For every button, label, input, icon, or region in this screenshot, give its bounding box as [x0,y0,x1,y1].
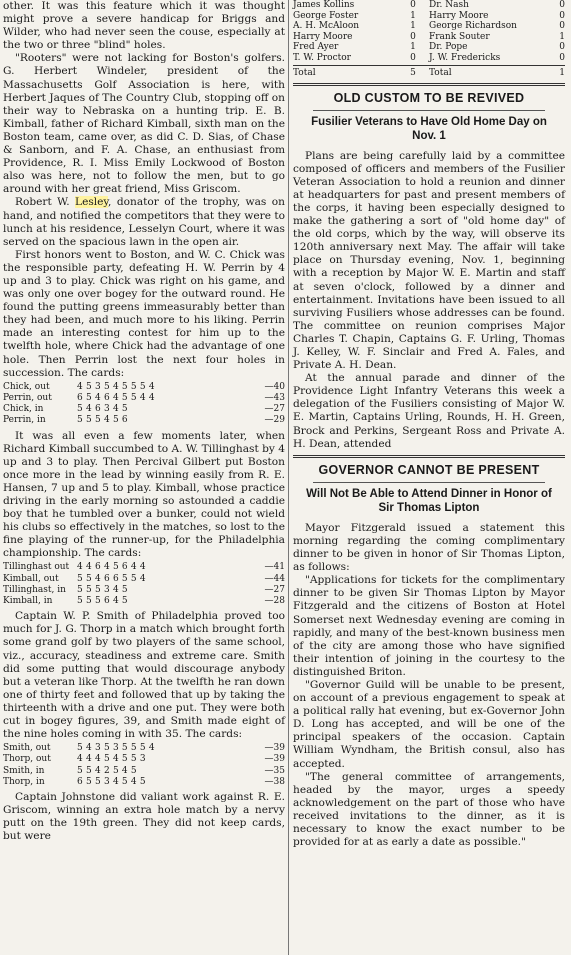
roster-rows [293,0,565,63]
score-row [3,382,285,393]
hole-scores: 5 5 4 6 6 5 5 4 [77,573,146,584]
roster-row [293,42,565,53]
subheadline-lipton-dinner: Will Not Be Able to Attend Dinner in Honor of Sir Thomas Lipton [306,487,552,515]
score-row [3,777,285,788]
roster-row [293,0,565,11]
round-total: —27 [264,584,285,595]
right-column [293,0,565,849]
paragraph: Captain W. P. Smith of Philadelphia proved too much for J. G. Thorp in a match which brought forth some grand golf by two players of the same school, viz., accuracy, steadiness and extreme care. Smith did some putting that would discourage anybody but a veteran like Thorp. At the twelfth he ran down one of thirty feet and followed that up by taking the thirteenth with a drive and one put. They were both cut in bogey figures, 39, and Smith made eight of the nine holes coming in with 35. The cards: [3,610,285,741]
section-rule [293,455,565,458]
hole-scores: 6 5 4 6 4 5 5 4 4 [77,392,155,403]
score-row [3,404,285,415]
round-total: —39 [264,743,285,754]
player-left: Fred Ayer [293,42,339,52]
roster-total-row [293,65,565,79]
round-total: —41 [264,562,285,573]
hole-scores: 5 5 4 2 5 4 5 [77,765,137,776]
player-name: Perrin, in [3,415,46,426]
roster-row [293,53,565,64]
round-total: —38 [264,776,285,787]
player-right: Dr. Pope [429,42,468,52]
column-divider [288,0,289,955]
headline-rule [313,110,545,111]
hole-scores: 5 4 3 5 3 5 5 5 4 [77,743,155,754]
paragraph: "The general committee of arrangements, headed by the mayor, urges a speedy acknowledgement on the part of those who have received invitations to the dinner, as it is necessary to know the exact number to be provided for at as early a date as possible." [293,770,565,849]
player-left: A. H. McAloon [293,21,360,31]
hole-scores: 6 5 5 3 4 5 4 5 [77,776,146,787]
score-card-chick-perrin [3,382,285,427]
round-total: —43 [264,392,285,403]
player-name: Chick, out [3,381,50,392]
player-name: Thorp, out [3,754,51,765]
score-card-tillinghast-kimball [3,562,285,607]
paragraph: other. It was this feature which it was thought might prove a severe handicap for Briggs and Wilder, who had never seen the couse, especially at the two or three "blind" holes. [3,0,285,52]
score-row [3,766,285,777]
roster-total-left-value: 5 [410,68,416,78]
paragraph: "Applications for tickets for the complimentary dinner to be given Sir Thomas Lipton by Mayor Fitzgerald and the citizens of Boston at Hotel Somerset next Wednesday evening are coming in rapidly, and many of the best-known business men of the city are among those who have signified their intention of joining in the courtesy to the distinguished Briton. [293,574,565,678]
score-left: 1 [410,21,416,31]
player-name: Smith, in [3,765,45,776]
player-left: George Foster [293,10,359,21]
player-name: Tillinghast out [3,562,70,573]
score-left: 0 [410,52,416,63]
score-card-smith-thorp [3,743,285,788]
paragraph: First honors went to Boston, and W. C. Chick was the responsible party, defeating H. W. Perrin by 4 up and 3 to play. Chick was right on his game, and was only one over bogey for the outward round. He found the putting greens immeasurably better than they had been, and much more to his liking. Perrin made an interesting contest for him up to the twelfth hole, where Chick had the advantage of one hole. Then Perrin lost the next four holes in succession. The cards: [3,248,285,379]
player-left: Harry Moore [293,31,353,42]
paragraph [3,196,285,248]
score-right: 0 [559,10,565,21]
paragraph: Plans are being carefully laid by a committee composed of officers and members of the Fusilier Veteran Association to hold a reunion and dinner at headquarters for past and present members of the corps, it having been especially designed to make the gathering a sort of "old home day" of the old corps, which by the way, will observe its 120th anniversary next May. The affair will take place on Thursday evening, Nov. 1, beginning with a reception by Major W. E. Martin and staff at seven o'clock, followed by a dinner and entertainment. Invitations have been issued to all surviving Fusiliers whose addresses can be found. The committee on reunion comprises Major Charles T. Chapin, Captains G. F. Urling, Thomas J. Kelley, W. F. Sinclair and Fred A. Fales, and Private A. H. Dean. [293,149,565,372]
player-right: J. W. Fredericks [429,52,501,63]
round-total: —28 [264,596,285,607]
roster-table [293,0,565,79]
paragraph: "Rooters" were not lacking for Boston's golfers. G. Herbert Windeler, president of the Massachusetts Golf Association is here, with Herbert Jaques of The Country Club, stopping off on their way to Nebraska on a hunting trip. E. B. Kimball, father of Richard Kimball, sixth man on the Boston team, came over, as did C. D. Sias, of Chase & Sanborn, and F. A. Chase, an enthusiast from Providence, R. I. Miss Emily Lockwood of Boston also was here, not to follow the men, but to go around with her great friend, Miss Griscom. [3,52,285,196]
left-column [3,0,285,843]
score-right: 1 [559,31,565,42]
roster-row [293,32,565,43]
player-name: Tillinghast, in [3,584,66,595]
roster-total-left-label: Total [293,68,316,78]
player-name: Perrin, out [3,392,52,403]
headline-rule [313,482,545,483]
hole-scores: 5 5 5 6 4 5 [77,596,128,607]
round-total: —3​9 [264,754,285,765]
section-rule [293,83,565,86]
score-left: 0 [410,0,416,10]
score-row [3,743,285,754]
score-left: 1 [410,10,416,21]
player-right: Harry Moore [429,10,489,21]
paragraph: Captain Johnstone did valiant work against R. E. Griscom, winning an extra hole match by a nervy putt on the 19th green. They did not keep cards, but were [3,791,285,843]
player-name: Thorp, in [3,776,45,787]
player-right: Frank Souter [429,31,490,42]
round-total: —35 [264,765,285,776]
headline-governor: GOVERNOR CANNOT BE PRESENT [318,462,540,477]
text-run: , donator of the trophy, was on hand, and notified the competitors that they were to lunch at his residence, Lesselyn Court, where it was served on the spacious lawn in the open air. [3,196,285,248]
score-row [3,585,285,596]
round-total: —29 [264,415,285,426]
score-right: 0 [559,0,565,10]
hole-scores: 4 5 3 5 4 5 5 5 4 [77,381,155,392]
paragraph: It was all even a few moments later, when Richard Kimball succumbed to A. W. Tillinghast by 4 up and 3 to play. Then Percival Gilbert put Boston once more in the lead by winning easily from R. E. Hansen, 7 up and 5 to play. Kimball, whose practice driving in the early morning so astounded a caddie boy that he tumbled over a bunker, could not wield his clubs so effectively in the matches, so lost to the fine playing of the runner-up, for the Philadelphia championship. The cards: [3,429,285,560]
hole-scores: 5 5 5 3 4 5 [77,584,128,595]
score-row [3,393,285,404]
round-total: —40 [264,381,285,392]
hole-scores: 4 4 4 5 4 5 5 3 [77,754,146,765]
player-right: George Richardson [429,21,517,31]
roster-total-right-label: Total [429,68,452,78]
score-row [3,415,285,426]
round-total: —27 [264,404,285,415]
hole-scores: 5 5 5 4 5 6 [77,415,128,426]
player-name: Smith, out [3,743,51,754]
score-row [3,562,285,573]
roster-total-right-value: 1 [559,68,565,78]
score-row [3,596,285,607]
paragraph: Mayor Fitzgerald issued a statement this morning regarding the coming complimentary dinner to be given in honor of Sir Thomas Lipton, as follows: [293,521,565,574]
player-right: Dr. Nash [429,0,469,10]
score-right: 0 [559,52,565,63]
paragraph: At the annual parade and dinner of the Providence Light Infantry Veterans this week a delegation of the Fusiliers consisting of Major W. E. Martin, Captains Urling, Rounds, H. H. Green, Brock and Perkins, Sergeant Ross and Private A. H. Dean, attended [293,372,565,450]
subheadline-fusilier: Fusilier Veterans to Have Old Home Day on Nov. 1 [311,115,547,143]
score-left: 0 [410,31,416,42]
player-name: Kimball, out [3,573,59,584]
paragraph: "Governor Guild will be unable to be present, on account of a previous engagement to speak at a political rally hat evening, but ex-Governor John D. Long has accepted, and will be one of the principal speakers of the occasion. Captain William Wyndham, the British consul, also has accepted. [293,678,565,770]
player-name: Kimball, in [3,596,53,607]
player-left: T. W. Proctor [293,52,351,63]
headline-old-custom: OLD CUSTOM TO BE REVIVED [333,90,525,105]
round-total: —44 [264,573,285,584]
player-name: Chick, in [3,404,44,415]
roster-row [293,21,565,32]
roster-row [293,11,565,22]
hole-scores: 5 4 6 3 4 5 [77,404,128,415]
text-run: Robert W. [15,196,76,209]
score-right: 0 [559,42,565,52]
score-row [3,754,285,765]
highlighted-name: Lesley [75,196,109,209]
score-left: 1 [410,42,416,52]
hole-scores: 4 4 6 4 5 6 4 4 [77,562,146,573]
player-left: James Kollins [293,0,355,10]
score-right: 0 [559,21,565,31]
score-row [3,574,285,585]
